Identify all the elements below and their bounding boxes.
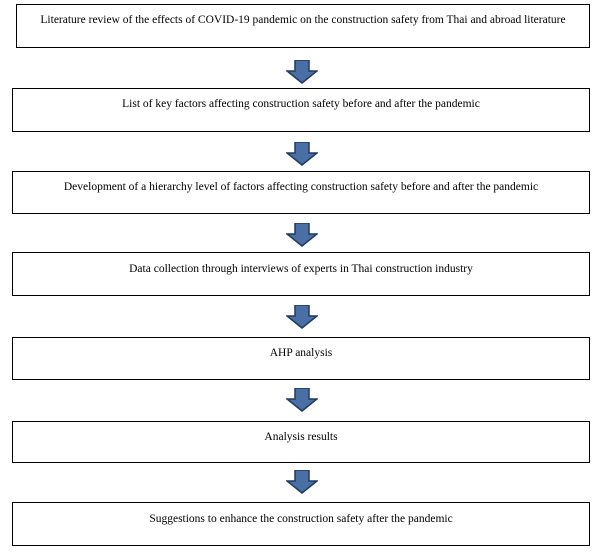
step-list-key-factors [12,88,590,132]
down-arrow-icon [286,223,318,247]
down-arrow-icon [286,60,318,84]
step-hierarchy-development [12,171,590,214]
step-suggestions [12,502,590,546]
down-arrow-icon [286,142,318,166]
down-arrow-icon [286,388,318,412]
down-arrow-icon [286,305,318,329]
step-label: Literature review of the effects of COVID-19 pandemic on the construction safety from Thai and abroad literature [40,14,566,26]
step-label: Development of a hierarchy level of factors affecting construction safety before and after the pandemic [63,181,539,193]
step-label: Suggestions to enhance the construction safety after the pandemic [149,513,453,525]
step-label: Analysis results [264,431,338,443]
step-literature-review [16,4,590,48]
step-label: AHP analysis [269,347,333,359]
step-analysis-results [12,421,590,463]
step-ahp-analysis [12,337,590,380]
step-label: List of key factors affecting construction safety before and after the pandemic [122,98,480,110]
step-label: Data collection through interviews of experts in Thai construction industry [129,263,473,275]
down-arrow-icon [286,470,318,494]
step-data-collection [12,252,590,296]
